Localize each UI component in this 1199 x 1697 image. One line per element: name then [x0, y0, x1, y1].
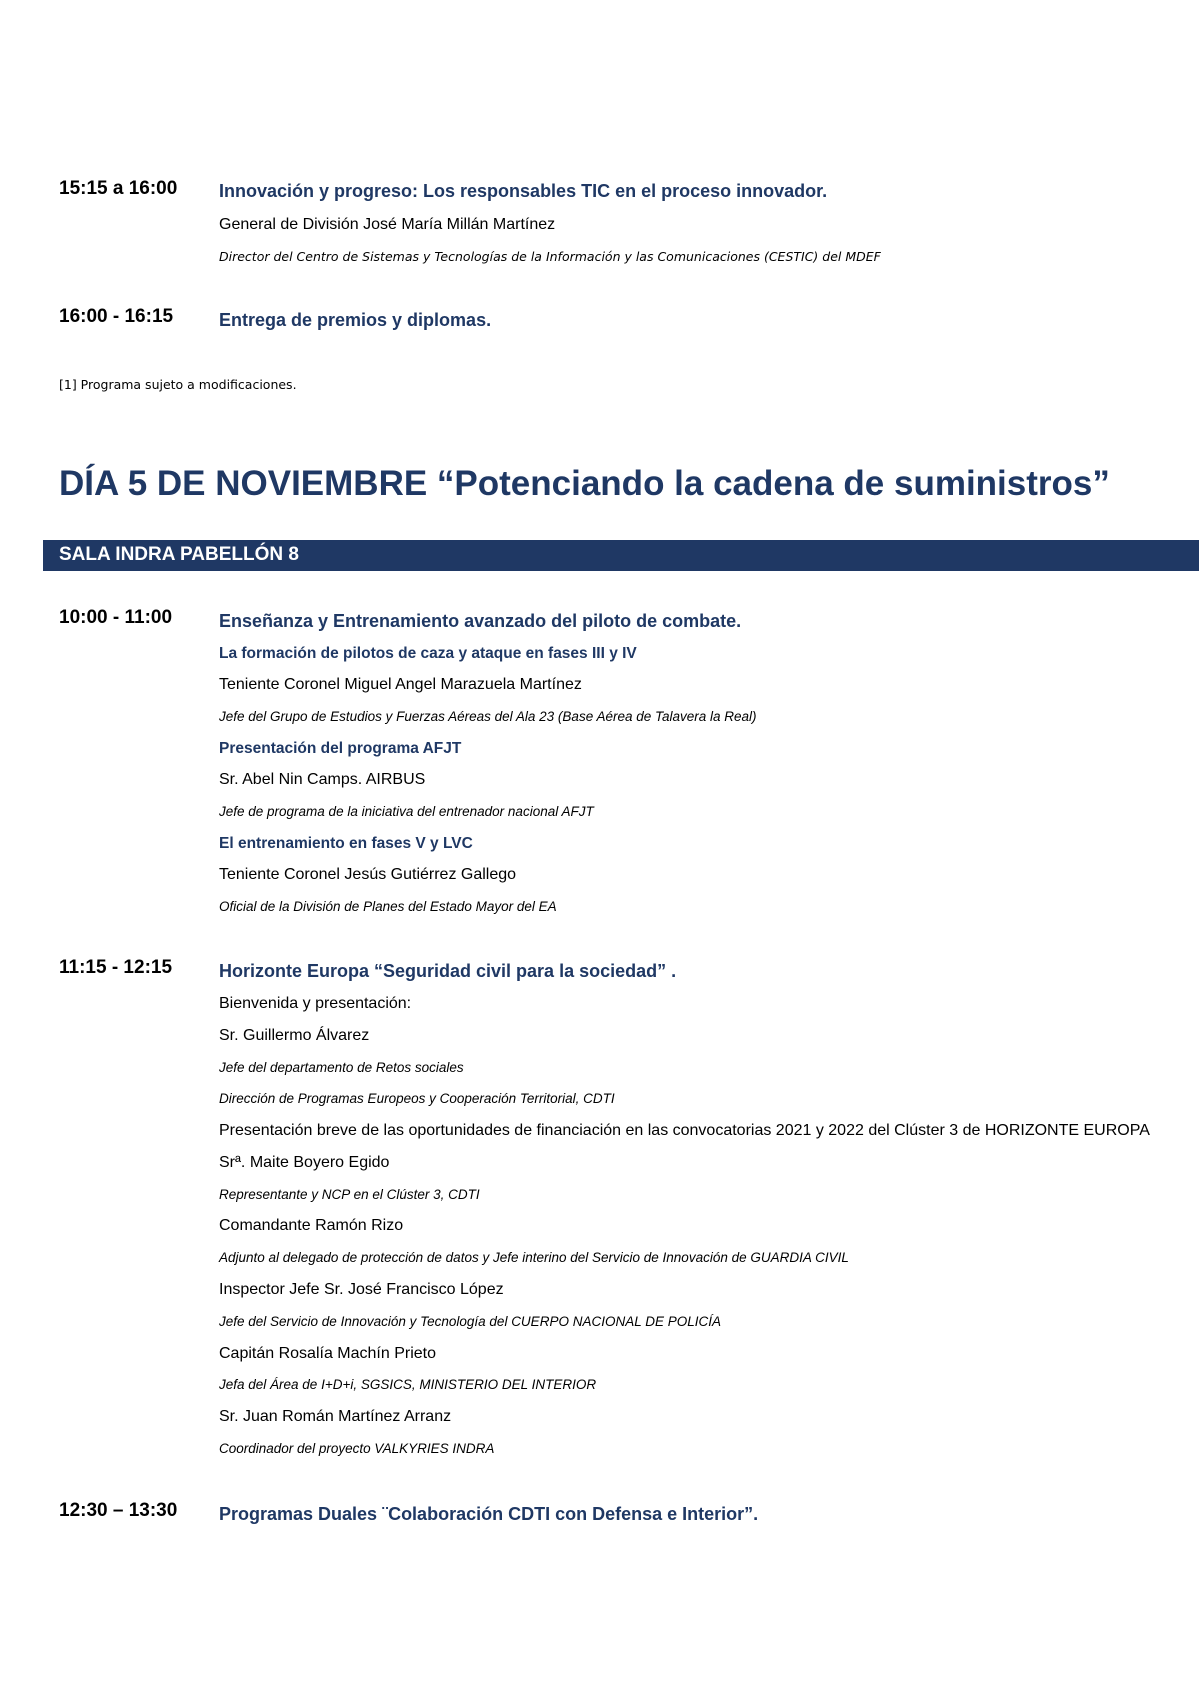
talk-title: Presentación del programa AFJT: [219, 740, 462, 757]
speaker-name: Sr. Guillermo Álvarez: [219, 1027, 370, 1044]
speaker-name: Sr. Juan Román Martínez Arranz: [219, 1408, 452, 1425]
speaker-role: Jefa del Área de I+D+i, SGSICS, MINISTERIO DEL INTERIOR: [219, 1377, 597, 1392]
day-heading: DÍA 5 DE NOVIEMBRE “Potenciando la cadena de suministros”: [59, 464, 1110, 503]
speaker-role: Representante y NCP en el Clúster 3, CDTI: [219, 1187, 480, 1202]
speaker-role: Oficial de la División de Planes del Estado Mayor del EA: [219, 899, 557, 914]
room-banner: [43, 540, 1199, 571]
speaker-role: Dirección de Programas Europeos y Cooperación Territorial, CDTI: [219, 1091, 615, 1106]
room-name: SALA INDRA PABELLÓN 8: [59, 544, 299, 565]
speaker-name: Comandante Ramón Rizo: [219, 1217, 404, 1234]
speaker-name: Capitán Rosalía Machín Prieto: [219, 1345, 436, 1362]
session-title: Horizonte Europa “Seguridad civil para la sociedad” .: [219, 961, 677, 981]
speaker-role: Jefe del Servicio de Innovación y Tecnología del CUERPO NACIONAL DE POLICÍA: [219, 1314, 721, 1329]
session-time: 10:00 - 11:00: [59, 607, 173, 628]
speaker-name: Teniente Coronel Miguel Angel Marazuela Martínez: [219, 676, 582, 693]
speaker-role: Coordinador del proyecto VALKYRIES INDRA: [219, 1441, 495, 1456]
speaker-role: Jefe de programa de la iniciativa del entrenador nacional AFJT: [219, 804, 594, 819]
session-time: 16:00 - 16:15: [59, 306, 174, 327]
session-title: Enseñanza y Entrenamiento avanzado del piloto de combate.: [219, 611, 742, 631]
session-time: 12:30 – 13:30: [59, 1500, 178, 1521]
speaker-name: Srª. Maite Boyero Egido: [219, 1154, 390, 1171]
talk-title: La formación de pilotos de caza y ataque en fases III y IV: [219, 645, 637, 662]
talk-title: El entrenamiento en fases V y LVC: [219, 835, 473, 852]
session-title: Entrega de premios y diplomas.: [219, 310, 492, 330]
session-time: 11:15 - 12:15: [59, 957, 173, 978]
intro-text: Bienvenida y presentación:: [219, 995, 412, 1012]
presentation-text: Presentación breve de las oportunidades de financiación en las convocatorias 2021 y 2022 del Clúster 3 de HORIZONTE EUROPA: [219, 1122, 1150, 1139]
speaker-role: Director del Centro de Sistemas y Tecnologías de la Información y las Comunicaciones (CESTIC) del MDEF: [219, 249, 881, 264]
speaker-role: Jefe del departamento de Retos sociales: [219, 1060, 464, 1075]
speaker-role: Jefe del Grupo de Estudios y Fuerzas Aéreas del Ala 23 (Base Aérea de Talavera la Real): [219, 709, 757, 724]
session-title: Innovación y progreso: Los responsables TIC en el proceso innovador.: [219, 181, 828, 201]
session-time: 15:15 a 16:00: [59, 178, 178, 199]
session-title: Programas Duales ¨Colaboración CDTI con Defensa e Interior”.: [219, 1504, 759, 1524]
speaker-name: Sr. Abel Nin Camps. AIRBUS: [219, 771, 426, 788]
speaker-name: General de División José María Millán Martínez: [219, 216, 556, 233]
speaker-name: Teniente Coronel Jesús Gutiérrez Gallego: [219, 866, 517, 883]
speaker-name: Inspector Jefe Sr. José Francisco López: [219, 1281, 504, 1298]
speaker-role: Adjunto al delegado de protección de datos y Jefe interino del Servicio de Innovación de GUARDIA CIVIL: [219, 1250, 849, 1265]
footnote: [1] Programa sujeto a modificaciones.: [59, 377, 297, 392]
